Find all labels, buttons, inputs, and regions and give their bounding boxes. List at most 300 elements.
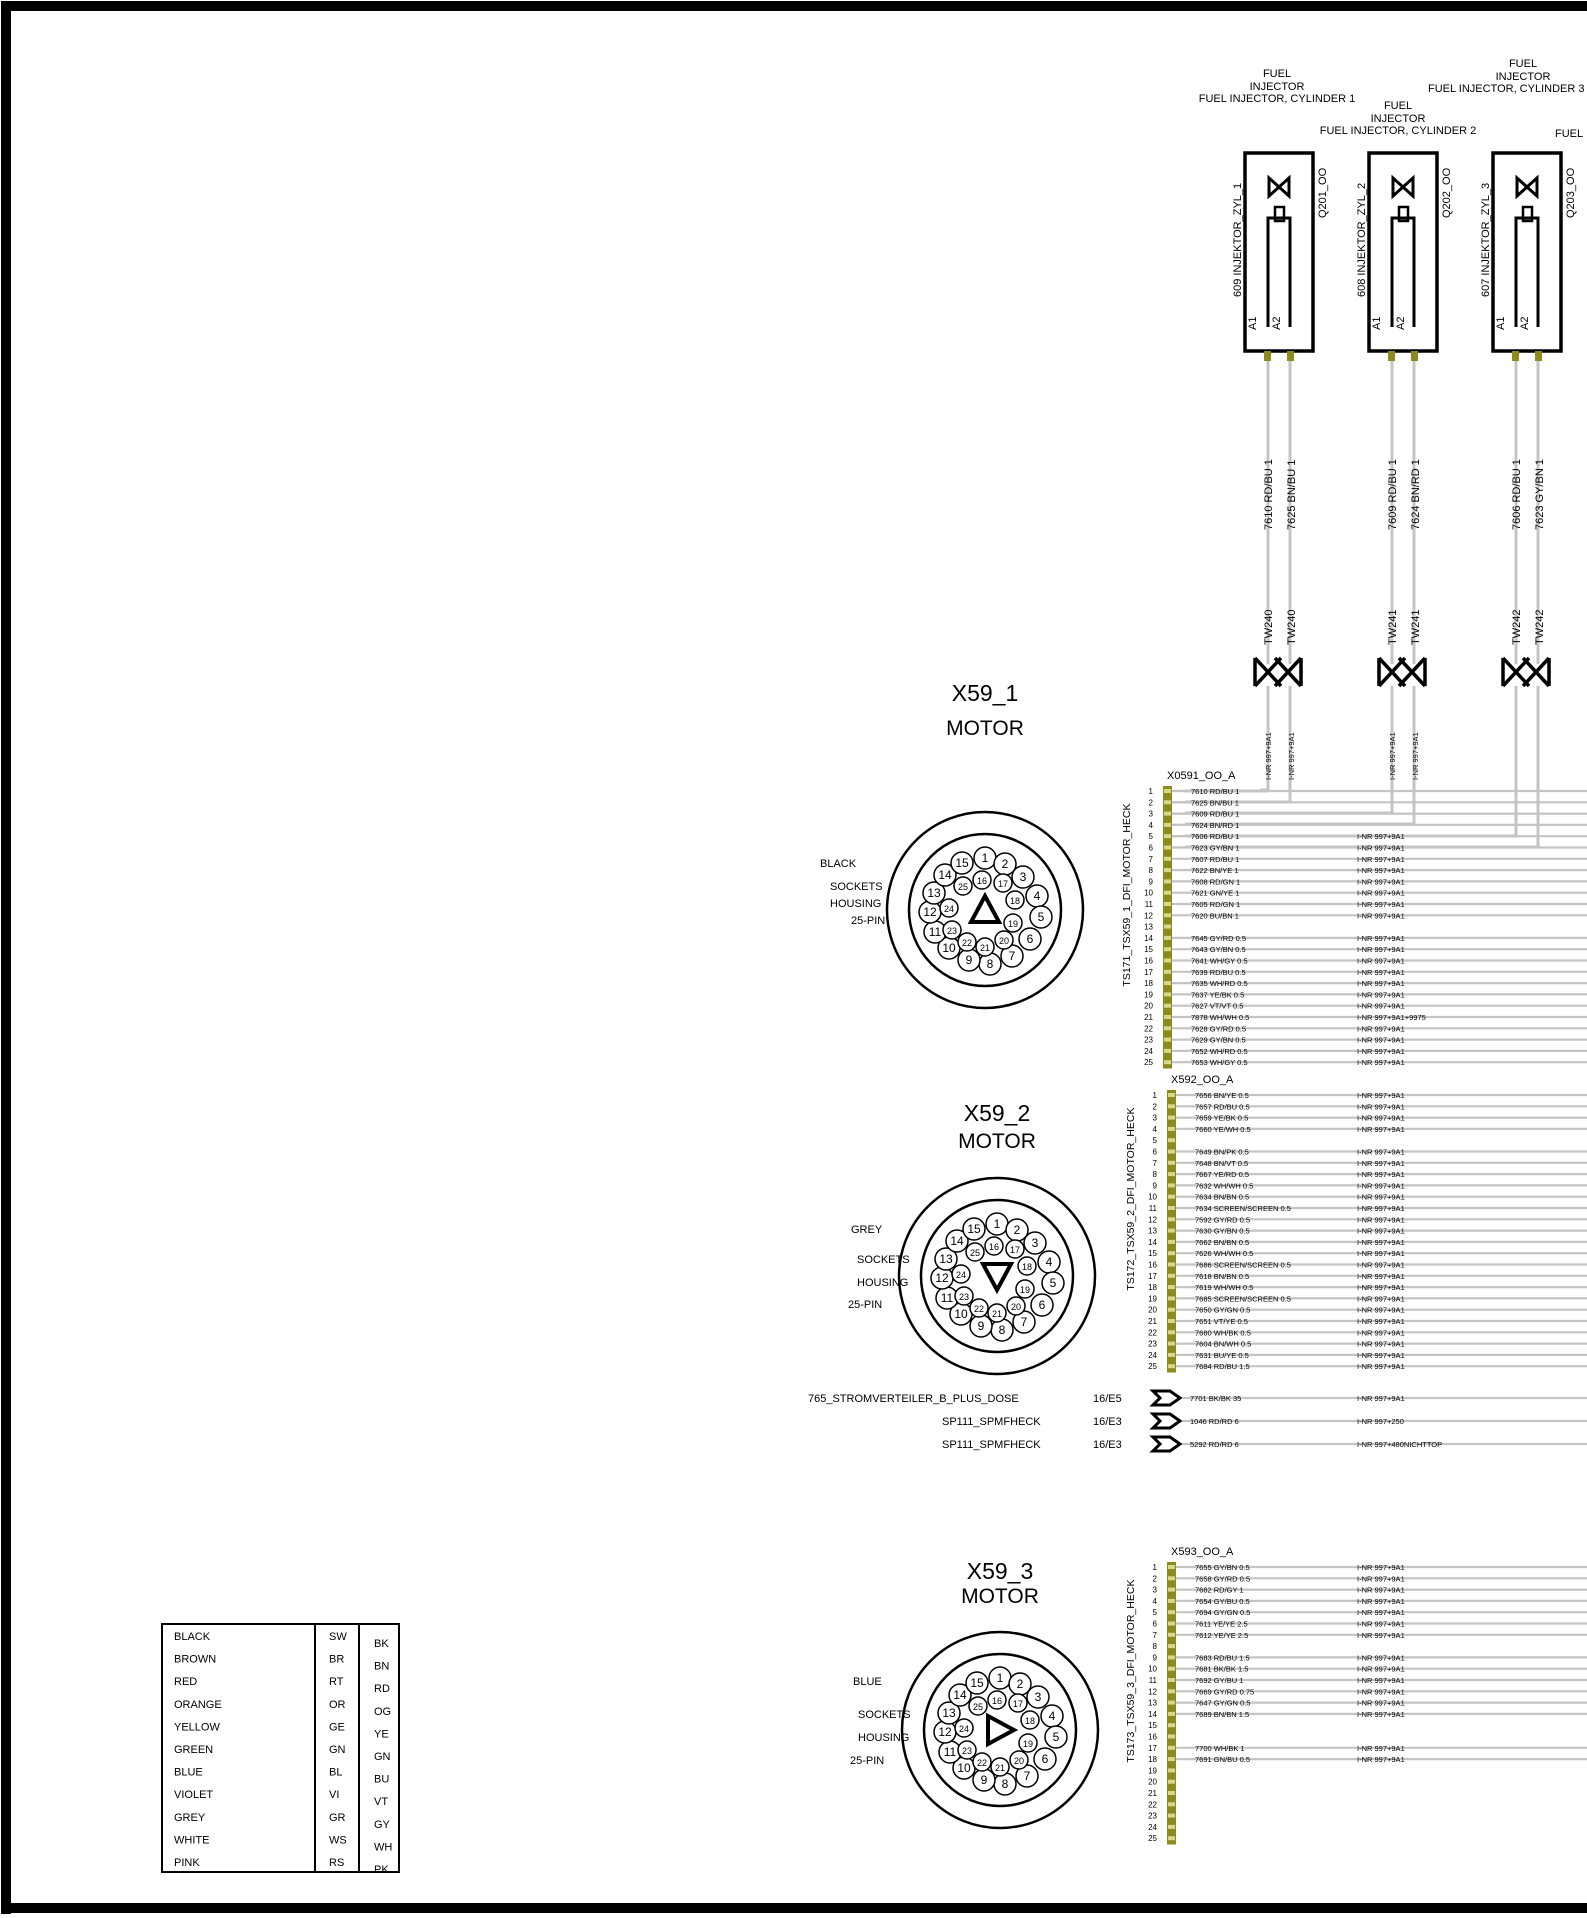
wire-note: I-NR 997+9A1: [1357, 1294, 1405, 1304]
socket-pin-number: 21: [994, 1763, 1006, 1773]
pin-number: 6: [1152, 1147, 1157, 1157]
wire-note: I-NR 997+9A1: [1357, 900, 1405, 909]
pin-slot: [1168, 1217, 1175, 1221]
pin-number: 2: [1148, 798, 1153, 808]
pin-slot: [1168, 1251, 1175, 1255]
legend-code-en: GN: [374, 1751, 391, 1763]
pin-number: 21: [1144, 1013, 1153, 1022]
injector-2-coil: [1392, 218, 1414, 327]
wire-note: I-NR 997+9A1: [1357, 1585, 1405, 1595]
pin-number: 12: [1144, 911, 1153, 921]
injector-2-tw-a2: TW241: [1410, 609, 1422, 645]
feed-name: SP111_SPMFHECK: [942, 1416, 1041, 1428]
feed-ref: 16/E5: [1093, 1393, 1122, 1405]
wire-note: I-NR 997+9A1: [1357, 1091, 1405, 1100]
pin-number: 20: [1144, 1001, 1153, 1011]
wire-note: I-NR 997+9A1: [1357, 866, 1405, 876]
wire-label: 7618 BN/BN 0.5: [1195, 1271, 1250, 1281]
pin-number: 6: [1152, 1619, 1157, 1629]
pin-number: 12: [1148, 1687, 1157, 1697]
wire-label: 7611 YE/YE 2.5: [1195, 1619, 1248, 1629]
wire-note: I-NR 997+9A1: [1357, 1339, 1405, 1349]
injector-1-tw-a1: TW240: [1263, 609, 1275, 645]
pin-number: 24: [1148, 1822, 1157, 1832]
socket-pin-number: 14: [950, 1234, 964, 1248]
injector-4-head-cut: FUEL: [1555, 128, 1584, 140]
socket-pin-number: 13: [927, 886, 941, 900]
pin-number: 11: [1148, 1204, 1157, 1213]
pin-number: 19: [1148, 1766, 1157, 1776]
socket-pin-number: 9: [980, 1773, 988, 1787]
injector-1-inr-a1: I-NR 997+9A1: [1264, 732, 1273, 780]
pin-number: 25: [1148, 1362, 1157, 1372]
wire-label: 7684 RD/BU 1.5: [1195, 1362, 1250, 1372]
pin-number: 9: [1152, 1181, 1157, 1191]
pin-slot: [1168, 1093, 1175, 1097]
pin-slot: [1168, 1701, 1175, 1705]
legend-code-en: OG: [374, 1705, 392, 1718]
injector-3-wire-a1: 7606 RD/BU 1: [1511, 459, 1523, 530]
connector-x-label: X0591_OO_A: [1167, 770, 1236, 782]
wire-label: 7685 SCREEN/SCREEN 0.5: [1195, 1294, 1291, 1304]
socket-pin-number: 5: [1052, 1730, 1060, 1744]
pin-slot: [1164, 913, 1171, 917]
socket-pin-number: 4: [1033, 889, 1041, 903]
injector-3-head1: FUEL: [1508, 58, 1538, 70]
socket-pin-number: 13: [942, 1706, 956, 1720]
pin-slot: [1168, 1263, 1175, 1267]
pin-slot: [1164, 789, 1171, 793]
pin-slot: [1164, 800, 1171, 804]
wire-label: 7607 RD/BU 1: [1191, 854, 1240, 864]
pin-number: 25: [1148, 1834, 1157, 1844]
pin-slot: [1168, 1364, 1175, 1368]
injector-3-name: 607 INJEKTOR_ZYL_3: [1480, 182, 1492, 297]
pin-slot: [1168, 1195, 1175, 1199]
pin-terminal: [1535, 351, 1542, 361]
socket-pin-number: 1: [996, 1671, 1004, 1685]
pin-number: 18: [1144, 979, 1153, 989]
legend-color-name: BROWN: [174, 1653, 217, 1666]
wire-note: I-NR 997+9A1: [1357, 1709, 1405, 1719]
pin-number: 3: [1148, 809, 1153, 819]
socket-pin-number: 3: [1034, 1690, 1042, 1704]
socket-pin-number: 9: [965, 953, 973, 967]
pin-slot: [1164, 1038, 1171, 1042]
wire-label: 7631 BU/YE 0.5: [1195, 1350, 1249, 1360]
wire-note: I-NR 997+9A1: [1357, 843, 1405, 853]
housing-line3: 25-PIN: [851, 915, 886, 927]
wire-label: 7612 YE/YE 2.5: [1195, 1630, 1249, 1640]
socket-pin-number: 3: [1031, 1236, 1039, 1250]
housing-line3: 25-PIN: [850, 1755, 885, 1767]
feed-wire-note: I-NR 997+480NICHTTOP: [1357, 1440, 1443, 1449]
pin-slot: [1164, 812, 1171, 816]
socket-pin-number: 4: [1048, 1709, 1056, 1723]
connector-subtitle: MOTOR: [946, 717, 1024, 740]
pin-slot: [1168, 1780, 1175, 1784]
socket-pin-number: 22: [976, 1758, 988, 1768]
injector-2-wire-a2: 7624 BN/RD 1: [1410, 459, 1422, 530]
socket-pin-number: 6: [1041, 1752, 1049, 1766]
legend-color-name: RED: [174, 1676, 198, 1689]
socket-pin-number: 9: [977, 1319, 985, 1333]
wire-label: 7691 GN/BU 0.5: [1195, 1755, 1251, 1765]
wire-label: 7626 WH/WH 0.5: [1195, 1249, 1254, 1259]
housing-line2: HOUSING: [857, 1277, 909, 1289]
injector-cylinder-1: [1199, 68, 1355, 790]
socket-pin-number: 10: [942, 941, 956, 955]
wire-label: 7645 GY/RD 0.5: [1191, 933, 1247, 943]
pin-slot: [1168, 1678, 1175, 1682]
legend-code-de: GR: [329, 1811, 346, 1824]
socket-pin-number: 2: [1013, 1223, 1021, 1237]
connector-title: X59_1: [951, 680, 1019, 706]
pin-number: 10: [1144, 888, 1153, 898]
socket-pin-number: 14: [938, 868, 952, 882]
twist-icon: [1503, 658, 1549, 686]
legend-color-name: WHITE: [174, 1834, 210, 1847]
wire-label: 7694 GY/GN 0.5: [1195, 1608, 1251, 1618]
wire-note: I-NR 997+9A1: [1357, 1619, 1405, 1629]
pin-number: 20: [1148, 1777, 1157, 1787]
pin-number: 2: [1152, 1574, 1157, 1584]
pin-number: 15: [1148, 1249, 1157, 1259]
pin-number: 23: [1148, 1339, 1157, 1349]
ts-label: TS171_TSX59_1_DFI_MOTOR_HECK: [1121, 803, 1133, 987]
feed-arrow-icon: [1153, 1391, 1180, 1405]
pin-slot: [1164, 1060, 1171, 1064]
wire-note: I-NR 997+9A1: [1357, 1653, 1405, 1663]
socket-pin-number: 16: [991, 1696, 1003, 1706]
pin-number: 7: [1152, 1630, 1157, 1640]
valve-icon: [1269, 178, 1289, 196]
twist-icon: [1255, 658, 1301, 686]
injector-3-coil: [1516, 218, 1538, 327]
ts-label: TS173_TSX59_3_DFI_MOTOR_HECK: [1125, 1579, 1137, 1763]
injector-2-pin-a2: A2: [1395, 316, 1407, 330]
socket-pin-number: 15: [970, 1676, 984, 1690]
wire-note: I-NR 997+9A1: [1357, 1317, 1405, 1326]
pin-slot: [1168, 1599, 1175, 1603]
injector-1-coil: [1268, 218, 1290, 327]
wire-note: I-NR 997+9A1: [1357, 967, 1405, 977]
legend-color-name: PINK: [174, 1857, 200, 1869]
pin-number: 18: [1148, 1755, 1157, 1765]
pin-slot: [1168, 1104, 1175, 1108]
injector-1-head1: FUEL: [1262, 68, 1292, 80]
pin-slot: [1168, 1138, 1175, 1142]
socket-pin-number: 4: [1045, 1255, 1053, 1269]
socket-pin-number: 10: [954, 1307, 968, 1321]
wire-label: 7669 GY/RD 0.75: [1195, 1687, 1255, 1697]
socket-pin-number: 18: [1024, 1716, 1036, 1726]
wire-note: I-NR 997+9A1: [1357, 1215, 1405, 1225]
pin-slot: [1164, 992, 1171, 996]
socket-pin-number: 8: [986, 957, 994, 971]
wire-label: 7643 GY/BN 0.5: [1191, 945, 1246, 955]
socket-pin-number: 10: [957, 1761, 971, 1775]
pin-slot: [1168, 1633, 1175, 1637]
pin-number: 4: [1152, 1124, 1157, 1134]
wire-note: I-NR 997+9A1: [1357, 1350, 1405, 1360]
pin-slot: [1168, 1757, 1175, 1761]
injector-3-code: Q203_OO: [1565, 167, 1577, 218]
connector-title: X59_3: [966, 1558, 1034, 1584]
pin-slot: [1168, 1330, 1175, 1334]
pin-slot: [1168, 1342, 1175, 1346]
socket-pin-number: 19: [1007, 919, 1019, 929]
injector-3-pin-a2: A2: [1519, 316, 1531, 330]
pin-terminal: [1388, 351, 1395, 361]
pin-slot: [1168, 1814, 1175, 1818]
pin-number: 18: [1148, 1283, 1157, 1293]
pin-slot: [1168, 1285, 1175, 1289]
feed-ref: 16/E3: [1093, 1416, 1122, 1428]
injector-2-inr-a1: I-NR 997+9A1: [1388, 732, 1397, 780]
feed-wire-note: I-NR 997+250: [1357, 1417, 1404, 1426]
socket-pin-number: 1: [993, 1217, 1001, 1231]
wire-label: 7649 BN/PK 0.5: [1195, 1147, 1249, 1157]
wire-label: 7657 RD/BU 0.5: [1195, 1102, 1250, 1112]
pin-number: 13: [1148, 1698, 1157, 1708]
wire-note: I-NR 997+9A1: [1357, 1328, 1405, 1338]
wire-label: 7635 WH/RD 0.5: [1191, 979, 1248, 989]
legend-code-de: SW: [329, 1631, 347, 1643]
connector-outer-ring: [887, 812, 1083, 1008]
pin-number: 5: [1152, 1608, 1157, 1618]
legend-code-en: VT: [374, 1796, 389, 1809]
socket-pin-number: 7: [1008, 949, 1016, 963]
wire-note: I-NR 997+9A1+9975: [1357, 1013, 1426, 1022]
pin-number: 1: [1152, 1563, 1157, 1572]
pin-number: 21: [1148, 1789, 1157, 1798]
wire-label: 7660 YE/WH 0.5: [1195, 1124, 1251, 1134]
injector-cylinder-2: [1320, 100, 1476, 790]
socket-pin-number: 25: [972, 1702, 984, 1712]
wire-note: I-NR 997+9A1: [1357, 956, 1405, 966]
socket-pin-number: 20: [1013, 1756, 1025, 1766]
wire-note: I-NR 997+9A1: [1357, 1058, 1405, 1068]
pin-slot: [1164, 1049, 1171, 1053]
wire-label: 7700 WH/BK 1: [1195, 1743, 1245, 1753]
injector-2-inr-a2: I-NR 997+9A1: [1411, 732, 1420, 780]
pin-slot: [1168, 1565, 1175, 1569]
pin-number: 8: [1152, 1642, 1157, 1652]
wire-note: I-NR 997+9A1: [1357, 1024, 1405, 1034]
wire-label: 7592 GY/RD 0.5: [1195, 1215, 1251, 1225]
socket-pin-number: 3: [1019, 870, 1027, 884]
wire-label: 7625 BN/BU 1: [1191, 798, 1239, 808]
wire-note: I-NR 997+9A1: [1357, 877, 1405, 887]
legend-code-de: GE: [329, 1721, 345, 1734]
pin-slot: [1164, 891, 1171, 895]
injector-1-pin-a1: A1: [1247, 316, 1259, 330]
pin-number: 13: [1144, 922, 1153, 932]
wire-note: I-NR 997+9A1: [1357, 945, 1405, 955]
injector-2-head2: INJECTOR: [1370, 113, 1426, 125]
pin-number: 17: [1148, 1271, 1157, 1281]
pin-slot: [1164, 981, 1171, 985]
socket-pin-number: 14: [953, 1688, 967, 1702]
pin-number: 17: [1148, 1743, 1157, 1753]
connector-title: X59_2: [963, 1100, 1031, 1126]
wire-label: 7624 BN/RD 1: [1191, 820, 1240, 830]
wire-note: I-NR 997+9A1: [1357, 832, 1405, 842]
legend-code-en: BN: [374, 1660, 390, 1673]
pin-slot: [1164, 970, 1171, 974]
wire-note: I-NR 997+9A1: [1357, 1046, 1405, 1056]
wire-note: I-NR 997+9A1: [1357, 1664, 1405, 1674]
wire-note: I-NR 997+9A1: [1357, 1113, 1405, 1123]
socket-pin-number: 12: [923, 905, 937, 919]
socket-pin-number: 24: [955, 1270, 967, 1280]
socket-pin-number: 16: [988, 1242, 1000, 1252]
socket-pin-number: 21: [991, 1309, 1003, 1319]
injector-1-wire-a1: 7610 RD/BU 1: [1263, 459, 1275, 530]
pin-terminal: [1264, 351, 1271, 361]
wire-note: I-NR 997+9A1: [1357, 1147, 1405, 1157]
connector-x59_2: [848, 1074, 1587, 1374]
wire-label: 7622 BN/YE 1: [1191, 866, 1239, 876]
wire-label: 7637 YE/BK 0.5: [1191, 990, 1245, 1000]
pin-slot: [1168, 1308, 1175, 1312]
connector-x59_3: [850, 1546, 1587, 1845]
legend-code-de: WS: [329, 1834, 347, 1847]
connector-outer-ring: [902, 1632, 1098, 1828]
injector-1-head3: FUEL INJECTOR, CYLINDER 1: [1198, 93, 1356, 105]
injector-1-head2: INJECTOR: [1249, 81, 1305, 93]
wire-label: 7648 BN/VT 0.5: [1195, 1158, 1249, 1168]
feed-wire-note: I-NR 997+9A1: [1357, 1394, 1405, 1403]
socket-pin-number: 2: [1016, 1677, 1024, 1691]
injector-3-pin-a1: A1: [1495, 316, 1507, 330]
wire-label: 7641 WH/GY 0.5: [1191, 956, 1248, 966]
socket-pin-number: 18: [1021, 1262, 1033, 1272]
wire-note: I-NR 997+9A1: [1357, 888, 1405, 898]
socket-pin-number: 20: [998, 936, 1010, 946]
pin-slot: [1168, 1655, 1175, 1659]
pin-number: 23: [1144, 1035, 1153, 1045]
injector-2-wire-a1: 7609 RD/BU 1: [1387, 459, 1399, 530]
pin-number: 3: [1152, 1585, 1157, 1595]
wire-note: I-NR 997+9A1: [1357, 1676, 1405, 1685]
feed-wire-label: 5292 RD/RD 6: [1190, 1440, 1239, 1449]
socket-pin-number: 6: [1038, 1298, 1046, 1312]
socket-pin-number: 12: [935, 1271, 949, 1285]
injector-1-wire-a2: 7625 BN/BU 1: [1286, 459, 1298, 530]
wire-note: I-NR 997+9A1: [1357, 1170, 1405, 1180]
pin-number: 7: [1148, 854, 1153, 864]
pin-number: 22: [1148, 1800, 1157, 1810]
wire-note: I-NR 997+9A1: [1357, 990, 1405, 1000]
pin-number: 10: [1148, 1664, 1157, 1674]
wire-label: 7610 RD/BU 1: [1191, 787, 1240, 796]
wire-label: 7619 WH/WH 0.5: [1195, 1283, 1254, 1293]
feed-arrow-icon: [1153, 1437, 1180, 1451]
pin-slot: [1168, 1588, 1175, 1592]
socket-pin-number: 6: [1026, 932, 1034, 946]
pin-number: 6: [1148, 843, 1153, 853]
wire-label: 7689 BN/BN 1.5: [1195, 1709, 1250, 1719]
legend-code-en: BU: [374, 1773, 390, 1786]
pin-slot: [1164, 936, 1171, 940]
socket-pin-number: 13: [939, 1252, 953, 1266]
pin-number: 16: [1148, 1260, 1157, 1270]
pin-number: 15: [1144, 945, 1153, 955]
wire-label: 7628 GY/RD 0.5: [1191, 1024, 1247, 1034]
pin-number: 19: [1144, 990, 1153, 1000]
pin-number: 10: [1148, 1192, 1157, 1202]
pin-slot: [1168, 1791, 1175, 1795]
legend-code-en: GY: [374, 1818, 390, 1831]
pin-number: 21: [1148, 1317, 1157, 1326]
socket-pin-number: 21: [979, 943, 991, 953]
injector-2-name: 608 INJEKTOR_ZYL_2: [1356, 182, 1368, 297]
wire-label: 7651 VT/YE 0.5: [1195, 1317, 1248, 1326]
wire-note: I-NR 997+9A1: [1357, 1192, 1405, 1202]
injector-3-wire-a2: 7623 GY/BN 1: [1534, 459, 1546, 530]
injector-2-pin-a1: A1: [1371, 316, 1383, 330]
pin-slot: [1168, 1229, 1175, 1233]
pin-slot: [1168, 1802, 1175, 1806]
legend-color-name: BLACK: [174, 1631, 211, 1643]
housing-line2: HOUSING: [858, 1732, 910, 1744]
socket-pin-number: 25: [957, 882, 969, 892]
wire-label: 7621 GN/YE 1: [1191, 888, 1240, 898]
housing-line3: 25-PIN: [848, 1299, 883, 1311]
pin-slot: [1164, 868, 1171, 872]
wire-note: I-NR 997+9A1: [1357, 1102, 1405, 1112]
feed-wire-label: 7701 BK/BK 35: [1190, 1394, 1242, 1403]
pin-number: 5: [1148, 832, 1153, 842]
connector-subtitle: MOTOR: [961, 1585, 1039, 1608]
pin-number: 20: [1148, 1305, 1157, 1315]
pin-number: 1: [1152, 1091, 1157, 1100]
wire-label: 7662 BN/BN 0.5: [1195, 1237, 1250, 1247]
connector-outer-ring: [899, 1178, 1095, 1374]
injector-1-tw-a2: TW240: [1286, 609, 1298, 645]
wire-note: I-NR 997+9A1: [1357, 1283, 1405, 1293]
pin-number: 12: [1148, 1215, 1157, 1225]
housing-line1: SOCKETS: [830, 881, 883, 893]
socket-pin-number: 24: [958, 1724, 970, 1734]
socket-pin-number: 18: [1009, 896, 1021, 906]
pin-number: 2: [1152, 1102, 1157, 1112]
legend-color-name: GREEN: [174, 1744, 214, 1756]
feed-name: 765_STROMVERTEILER_B_PLUS_DOSE: [808, 1393, 1019, 1405]
wire-note: I-NR 997+9A1: [1357, 1260, 1405, 1270]
connector-subtitle: MOTOR: [958, 1130, 1036, 1153]
pin-terminal: [1512, 351, 1519, 361]
socket-pin-number: 5: [1049, 1276, 1057, 1290]
wire-note: I-NR 997+9A1: [1357, 911, 1405, 921]
socket-pin-number: 23: [961, 1746, 973, 1756]
wire-label: 7639 RD/BU 0.5: [1191, 967, 1246, 977]
wire-note: I-NR 997+9A1: [1357, 1608, 1405, 1618]
pin-slot: [1168, 1240, 1175, 1244]
socket-pin-number: 15: [967, 1222, 981, 1236]
pin-number: 14: [1148, 1709, 1157, 1719]
wire-label: 7878 WH/WH 0.5: [1191, 1013, 1250, 1022]
pin-slot: [1164, 1026, 1171, 1030]
pin-number: 22: [1148, 1328, 1157, 1338]
legend-color-name: YELLOW: [174, 1721, 220, 1734]
wire-label: 7620 BU/BN 1: [1191, 911, 1239, 921]
injector-3-head3: FUEL INJECTOR, CYLINDER 3: [1428, 83, 1585, 95]
injector-3-tw-a2: TW242: [1534, 609, 1546, 645]
socket-pin-number: 2: [1001, 857, 1009, 871]
